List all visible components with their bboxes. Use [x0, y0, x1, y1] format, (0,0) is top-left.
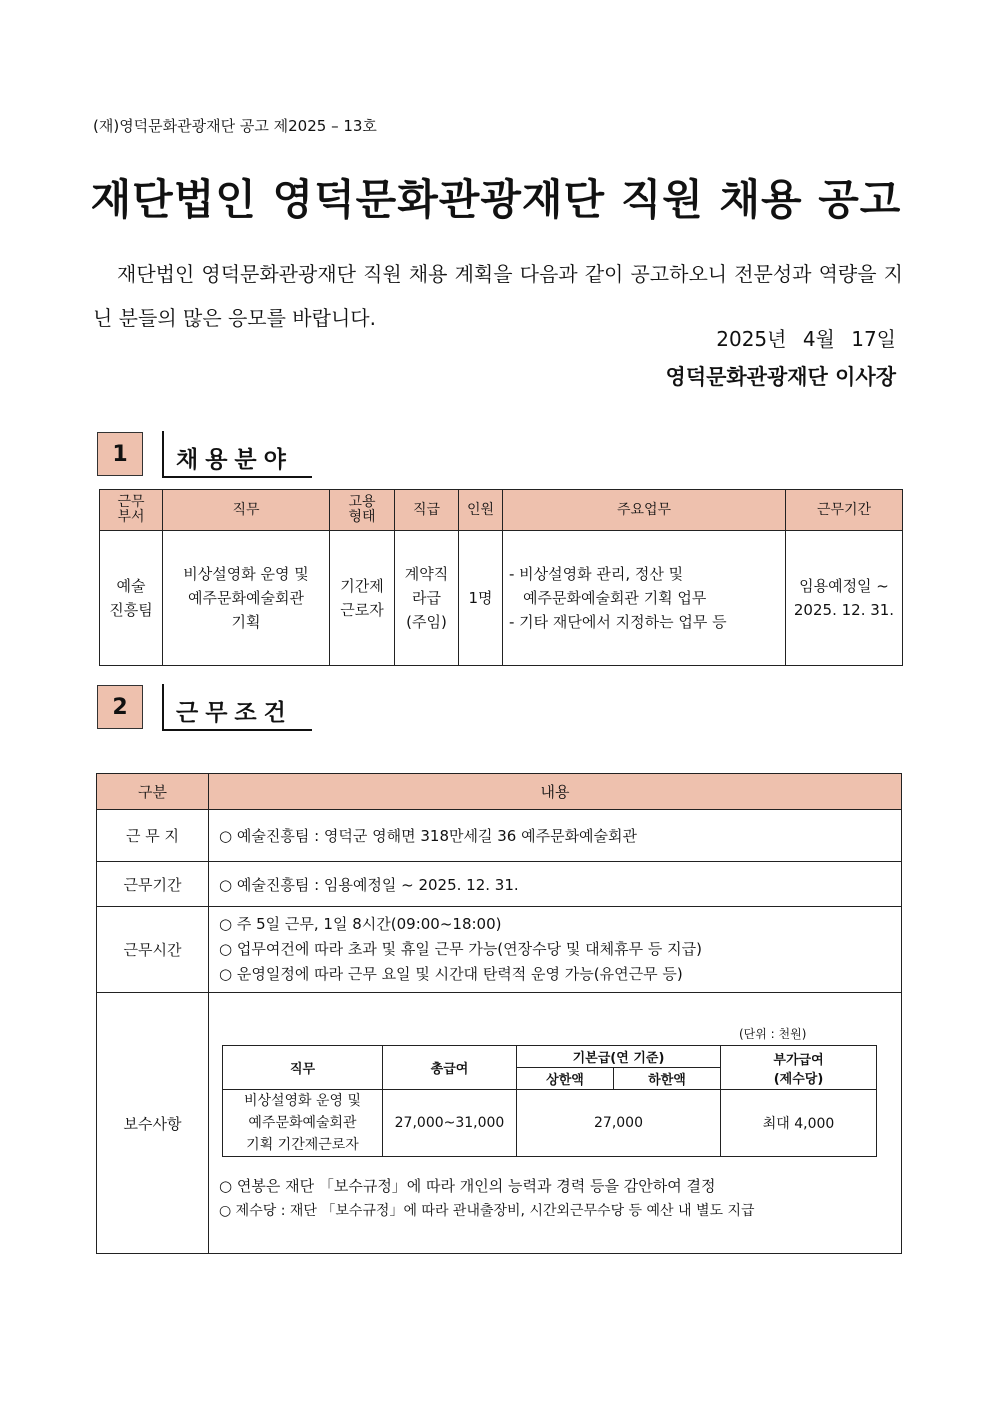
table-row: [97, 907, 902, 993]
pay-header-total: 총급여: [383, 1046, 517, 1090]
header-headcount: 인원: [459, 490, 503, 531]
cell-dept: 예술 진흥팀: [100, 531, 163, 666]
cell-headcount: 1명: [459, 531, 503, 666]
section-1-title: 채용분야: [176, 447, 293, 473]
value-period: ○ 예술진흥팀 : 임용예정일 ~ 2025. 12. 31.: [209, 862, 902, 907]
section-1-underline: [162, 476, 312, 478]
header-duty: 직무: [163, 490, 330, 531]
header-main-work: 주요업무: [503, 490, 786, 531]
recruitment-table: [99, 489, 903, 666]
label-location: 근 무 지: [97, 810, 209, 862]
section-2-title: 근무조건: [176, 700, 293, 726]
table-header-row: [100, 490, 903, 531]
pay-note-1: ○ 연봉은 재단 「보수규정」에 따라 개인의 능력과 경력 등을 감안하여 결정: [219, 1177, 716, 1195]
pay-header-extra: 부가급여 (제수당): [721, 1046, 877, 1090]
cell-emp-type: 기간제 근로자: [330, 531, 395, 666]
pay-cell-base: 27,000: [517, 1090, 721, 1157]
header-category: 구분: [97, 774, 209, 810]
issuer: 영덕문화관광재단 이사장: [665, 365, 896, 389]
table-header-row: [97, 774, 902, 810]
table-row: [97, 810, 902, 862]
header-dept: 근무 부서: [100, 490, 163, 531]
table-row: [97, 862, 902, 907]
section-1-divider: [162, 431, 164, 477]
page-title: 재단법인 영덕문화관광재단 직원 채용 공고: [90, 175, 902, 224]
pay-row: [223, 1090, 877, 1157]
label-hours: 근무시간: [97, 907, 209, 993]
pay-header-upper: 상한액: [517, 1068, 614, 1090]
table-row: [100, 531, 903, 666]
header-grade: 직급: [395, 490, 459, 531]
value-pay: [209, 993, 902, 1254]
header-emp-type: 고용 형태: [330, 490, 395, 531]
conditions-table: [96, 773, 902, 1254]
label-period: 근무기간: [97, 862, 209, 907]
pay-table: [222, 1045, 877, 1157]
label-pay: 보수사항: [97, 993, 209, 1254]
cell-main-work: - 비상설영화 관리, 정산 및 예주문화예술회관 기획 업무 - 기타 재단에서 지정하는 업무 등: [503, 531, 786, 666]
cell-grade: 계약직 라급 (주임): [395, 531, 459, 666]
header-period: 근무기간: [786, 490, 903, 531]
notice-date: 2025년 4월 17일: [716, 327, 896, 351]
value-hours: ○ 주 5일 근무, 1일 8시간(09:00~18:00) ○ 업무여건에 따라 초과 및 휴일 근무 가능(연장수당 및 대체휴무 등 지급) ○ 운영일정에 따라 근무 요일 및 시간대 탄력적 운영 가능(유연근무 등): [209, 907, 902, 993]
pay-header-duty: 직무: [223, 1046, 383, 1090]
pay-cell-duty: 비상설영화 운영 및 예주문화예술회관 기획 기간제근로자: [223, 1090, 383, 1157]
intro-paragraph: 재단법인 영덕문화관광재단 직원 채용 계획을 다음과 같이 공고하오니 전문성과 역량을 지닌 분들의 많은 응모를 바랍니다.: [93, 262, 903, 330]
section-2-divider: [162, 684, 164, 730]
pay-header-base: 기본급(연 기준): [517, 1046, 721, 1068]
notice-number: (재)영덕문화관광재단 공고 제2025 – 13호: [93, 117, 377, 135]
value-location: ○ 예술진흥팀 : 영덕군 영해면 318만세길 36 예주문화예술회관: [209, 810, 902, 862]
table-row: [97, 993, 902, 1254]
section-2-underline: [162, 729, 312, 731]
pay-header-lower: 하한액: [614, 1068, 721, 1090]
section-1-number: 1: [97, 432, 143, 476]
header-content: 내용: [209, 774, 902, 810]
pay-cell-total: 27,000~31,000: [383, 1090, 517, 1157]
pay-unit: (단위 : 천원): [739, 1027, 807, 1041]
pay-note-2: ○ 제수당 : 재단 「보수규정」에 따라 관내출장비, 시간외근무수당 등 예산 내 별도 지급: [219, 1203, 755, 1219]
cell-period: 임용예정일 ~ 2025. 12. 31.: [786, 531, 903, 666]
pay-cell-extra: 최대 4,000: [721, 1090, 877, 1157]
section-2-number: 2: [97, 685, 143, 729]
cell-duty: 비상설영화 운영 및 예주문화예술회관 기획: [163, 531, 330, 666]
